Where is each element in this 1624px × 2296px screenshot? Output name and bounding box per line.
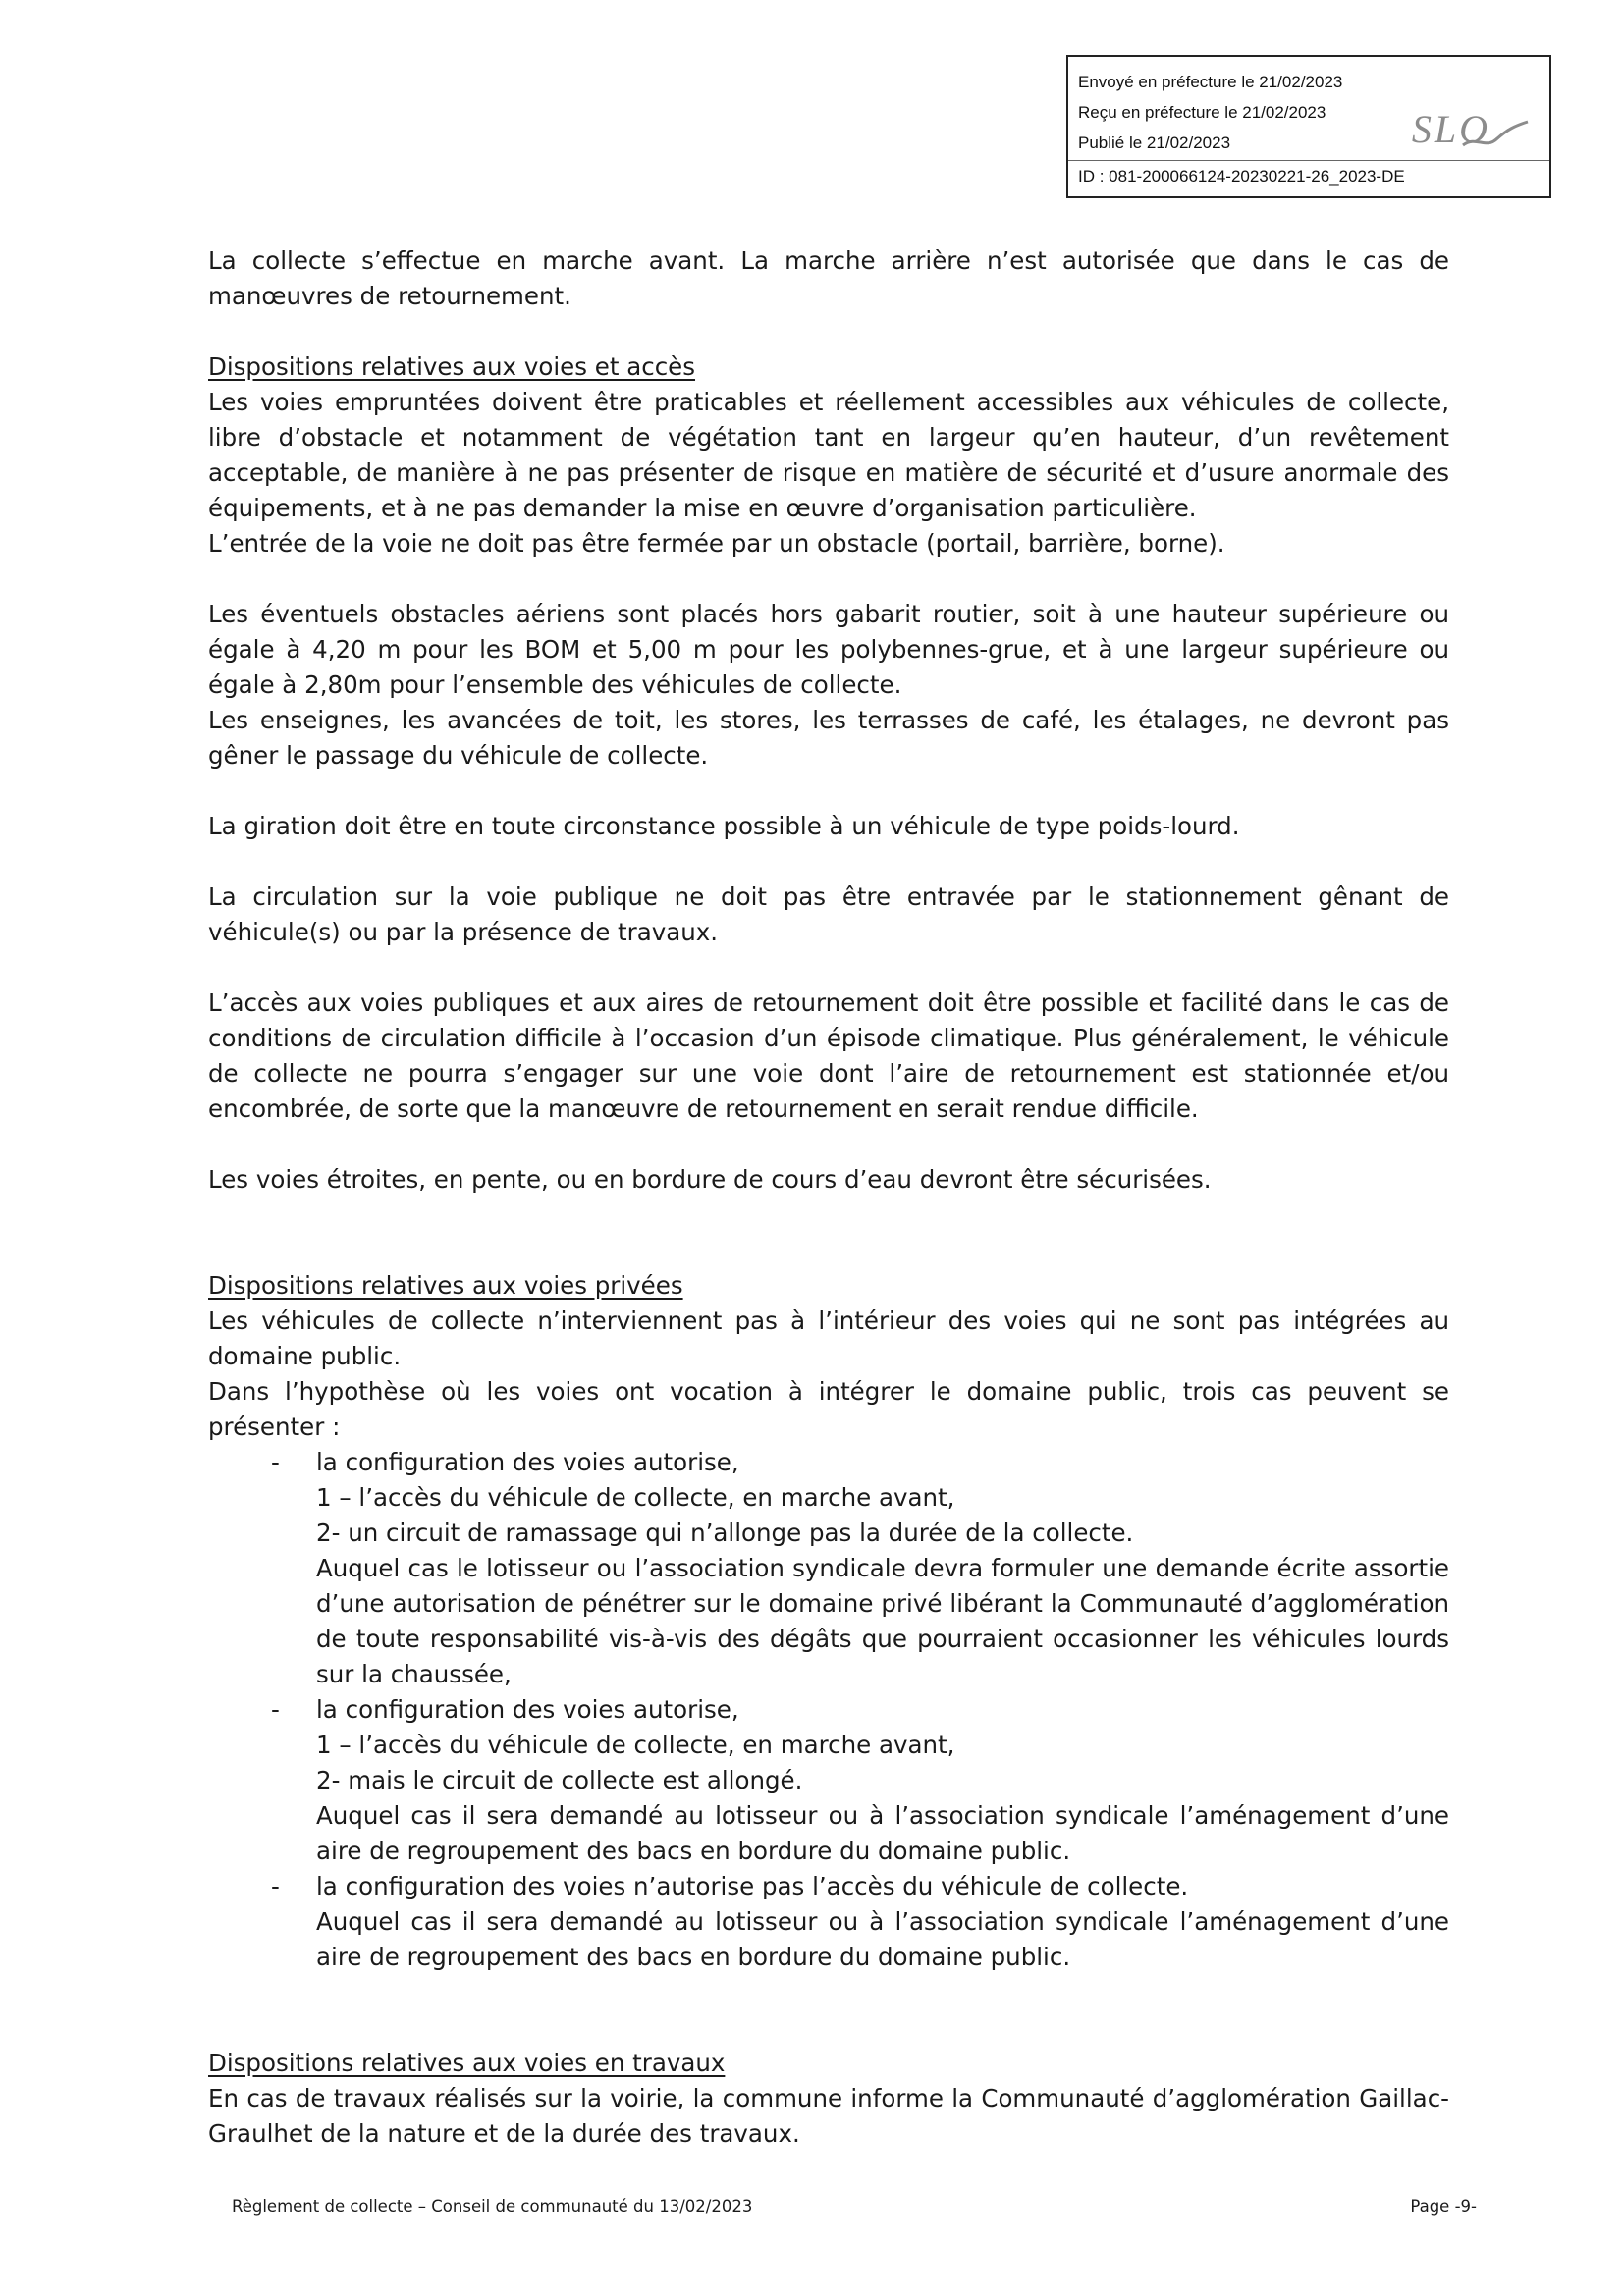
heading-voies-acces: Dispositions relatives aux voies et accès bbox=[208, 352, 696, 381]
paragraph-acces: L’accès aux voies publiques et aux aires de retournement doit être possible et facilité dans le cas de conditions de circulation difficile à l’occasion d’un épisode climatique. Plus généralement, le véhicule de collecte ne pourra s’engager sur une voie dont l’aire de retournement est stationnée et/ou encombrée, de sorte que la manœuvre de retournement en serait rendue difficile. bbox=[208, 988, 1449, 1123]
stamp-published: Publié le 21/02/2023 bbox=[1078, 133, 1231, 152]
paragraph-intro: La collecte s’effectue en marche avant. La marche arrière n’est autorisée que dans le cas de manœuvres de retournement. bbox=[208, 246, 1449, 310]
page-footer bbox=[232, 2197, 1477, 2216]
paragraph-obstacles-1: Les éventuels obstacles aériens sont placés hors gabarit routier, soit à une hauteur supérieure ou égale à 4,20 m pour les BOM et 5,00 m pour les polybennes-grue, et à une largeur supérieure ou égale à 2,80m pour l’ensemble des véhicules de collecte. bbox=[208, 600, 1449, 699]
paragraph-circulation: La circulation sur la voie publique ne doit pas être entravée par le stationnement gênant de véhicule(s) ou par la présence de travaux. bbox=[208, 882, 1449, 946]
list-item: - la configuration des voies n’autorise pas l’accès du véhicule de collecte. Auquel cas il sera demandé au lotisseur ou à l’association syndicale l’aménagement d’une aire de regroupement des bacs en bordure du domaine public. bbox=[316, 1869, 1449, 1975]
paragraph-privees-1: Les véhicules de collecte n’interviennent pas à l’intérieur des voies qui ne sont pas intégrées au domaine public. bbox=[208, 1307, 1449, 1370]
paragraph-voies-etroites: Les voies étroites, en pente, ou en bordure de cours d’eau devront être sécurisées. bbox=[208, 1165, 1212, 1194]
signature: SLO bbox=[1411, 107, 1490, 151]
paragraph-privees-2: Dans l’hypothèse où les voies ont vocation à intégrer le domaine public, trois cas peuvent se présenter : bbox=[208, 1377, 1449, 1441]
page-number: Page -9- bbox=[1410, 2197, 1477, 2216]
stamp-sent: Envoyé en préfecture le 21/02/2023 bbox=[1078, 73, 1343, 91]
list-item: - la configuration des voies autorise, 1 – l’accès du véhicule de collecte, en marche avant, 2- un circuit de ramassage qui n’allonge pas la durée de la collecte. Auquel cas le lotisseur ou l’association syndicale devra formuler une demande écrite assortie d’une autorisation de pénétrer sur le domaine privé libérant la Communauté d’agglomération de toute responsabilité vis-à-vis des dégâts que pourraient occasionner les véhicules lourds sur la chaussée, bbox=[316, 1445, 1449, 1692]
heading-voies-privees: Dispositions relatives aux voies privées bbox=[208, 1271, 683, 1300]
cases-list bbox=[208, 1445, 1449, 1975]
stamp-received: Reçu en préfecture le 21/02/2023 bbox=[1078, 103, 1326, 122]
paragraph-voies-2: L’entrée de la voie ne doit pas être fermée par un obstacle (portail, barrière, borne). bbox=[208, 529, 1225, 558]
heading-voies-travaux: Dispositions relatives aux voies en travaux bbox=[208, 2049, 726, 2077]
paragraph-giration: La giration doit être en toute circonstance possible à un véhicule de type poids-lourd. bbox=[208, 812, 1240, 840]
prefecture-stamp bbox=[1066, 55, 1551, 198]
paragraph-travaux: En cas de travaux réalisés sur la voirie, la commune informe la Communauté d’agglomération Gaillac-Graulhet de la nature et de la durée des travaux. bbox=[208, 2084, 1449, 2148]
paragraph-voies-1: Les voies empruntées doivent être praticables et réellement accessibles aux véhicules de collecte, libre d’obstacle et notamment de végétation tant en largeur qu’en hauteur, d’un revêtement acceptable, de manière à ne pas présenter de risque en matière de sécurité et d’usure anormale des équipements, et à ne pas demander la mise en œuvre d’organisation particulière. bbox=[208, 388, 1449, 522]
signature-stroke-icon bbox=[1461, 116, 1530, 155]
stamp-id: ID : 081-200066124-20230221-26_2023-DE bbox=[1068, 160, 1549, 191]
document-body bbox=[208, 243, 1449, 2152]
paragraph-obstacles-2: Les enseignes, les avancées de toit, les stores, les terrasses de café, les étalages, ne devront pas gêner le passage du véhicule de collecte. bbox=[208, 706, 1449, 770]
list-item: - la configuration des voies autorise, 1 – l’accès du véhicule de collecte, en marche avant, 2- mais le circuit de collecte est allongé. Auquel cas il sera demandé au lotisseur ou à l’association syndicale l’aménagement d’une aire de regroupement des bacs en bordure du domaine public. bbox=[316, 1692, 1449, 1869]
footer-document-title: Règlement de collecte – Conseil de communauté du 13/02/2023 bbox=[232, 2197, 753, 2216]
